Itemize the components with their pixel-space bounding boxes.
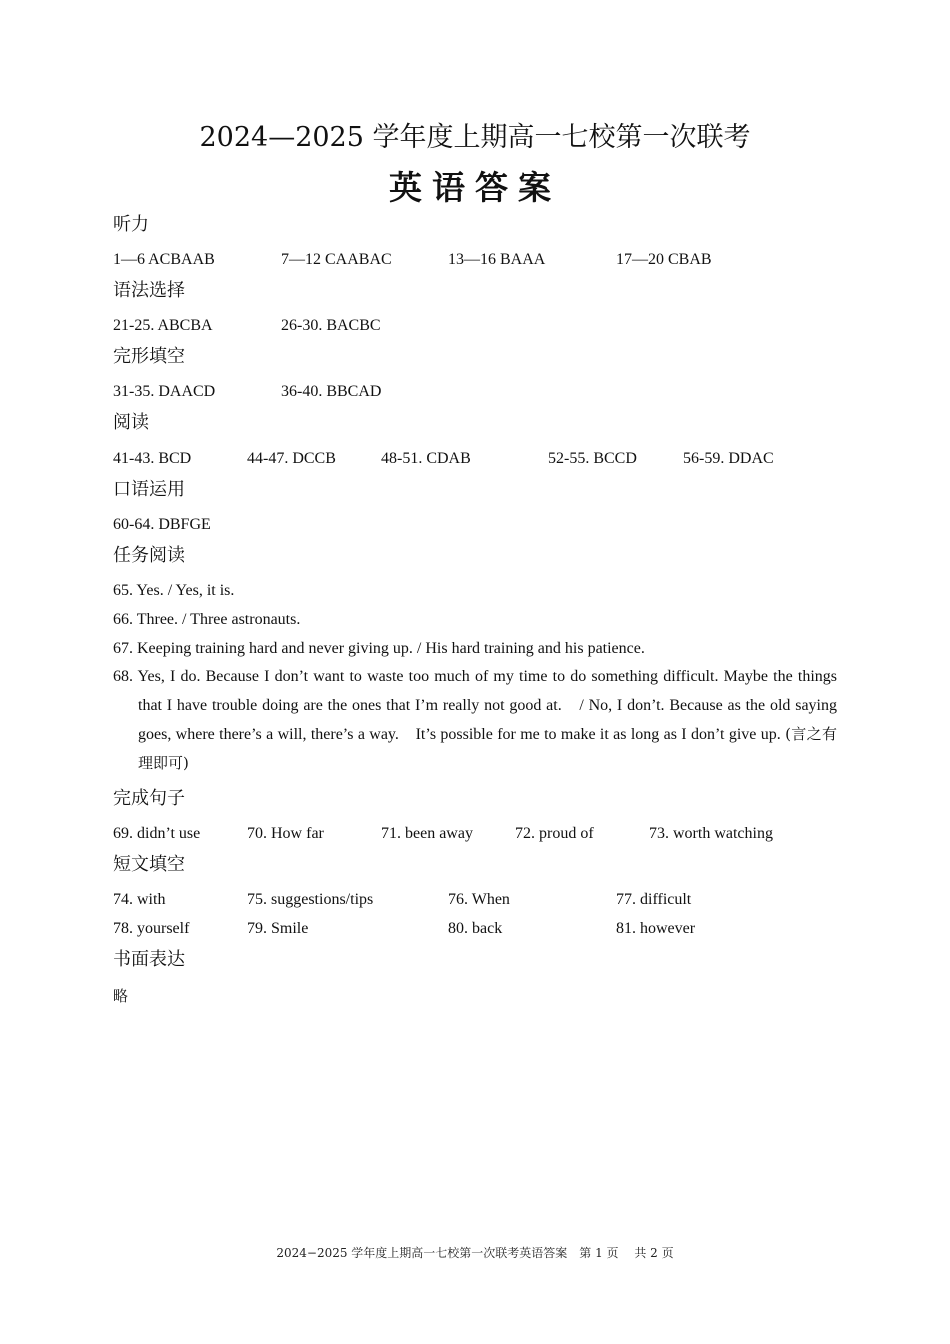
answer-item: 80. back — [448, 920, 503, 937]
answer-item: 7—12 CAABAC — [281, 251, 392, 268]
section-heading-sentences: 完成句子 — [113, 788, 185, 809]
answer-66: 66. Three. / Three astronauts. — [113, 611, 301, 628]
listening-answers — [113, 249, 853, 271]
answer-item: 56-59. DDAC — [683, 450, 774, 467]
reading-answers — [113, 448, 853, 470]
answer-item: 21-25. ABCBA — [113, 317, 213, 334]
answer-item: 76. When — [448, 891, 510, 908]
answer-item: 77. difficult — [616, 891, 692, 908]
answer-item: 72. proud of — [515, 825, 594, 842]
section-heading-cloze: 完形填空 — [113, 346, 185, 367]
answer-item: 69. didn’t use — [113, 825, 201, 842]
answer-item: 74. with — [113, 891, 166, 908]
exam-title: 2024—2025 学年度上期高一七校第一次联考 — [199, 122, 751, 153]
answer-item: 36-40. BBCAD — [281, 383, 382, 400]
writing-content: 略 — [113, 987, 129, 1005]
answer-item: 73. worth watching — [649, 825, 773, 842]
section-heading-listening: 听力 — [113, 214, 149, 235]
answer-item: 71. been away — [381, 825, 473, 842]
answer-item: 52-55. BCCD — [548, 450, 637, 467]
answer-item: 17—20 CBAB — [616, 251, 712, 268]
sentence-answers — [113, 823, 853, 845]
answer-item: 31-35. DAACD — [113, 383, 216, 400]
answer-item: 79. Smile — [247, 920, 309, 937]
section-heading-reading: 阅读 — [113, 412, 149, 433]
answer-68-text: 68. Yes, I do. Because I don’t want to waste too much of my time to do something difficult. Maybe the things that I have trouble doing are the ones that I’m really not good at. / No, I don’t. Because as the old saying goes, where there’s a will, there’s a way. It’s possible for me to make it as long as I don’t give up. — [113, 668, 837, 743]
answer-65: 65. Yes. / Yes, it is. — [113, 582, 235, 599]
answer-subtitle: 英语答案 — [389, 168, 561, 207]
passage-fill-row-2 — [113, 918, 853, 940]
passage-fill-row-1 — [113, 889, 853, 911]
answer-68-note: (言之有理即可) — [138, 725, 838, 772]
oral-answers — [113, 514, 853, 536]
answer-item: 1—6 ACBAAB — [113, 251, 215, 268]
section-heading-task-reading: 任务阅读 — [113, 545, 185, 566]
answer-item: 13—16 BAAA — [448, 251, 546, 268]
answer-item: 60-64. DBFGE — [113, 516, 211, 533]
answer-item: 26-30. BACBC — [281, 317, 381, 334]
cloze-answers — [113, 381, 853, 403]
answer-68 — [113, 662, 837, 778]
answer-item: 44-47. DCCB — [247, 450, 336, 467]
answer-item: 41-43. BCD — [113, 450, 192, 467]
answer-item: 75. suggestions/tips — [247, 891, 374, 908]
section-heading-writing: 书面表达 — [113, 949, 185, 970]
grammar-answers — [113, 315, 853, 337]
page-footer: 2024−2025 学年度上期高一七校第一次联考英语答案 第 1 页 共 2 页 — [276, 1246, 674, 1260]
section-heading-grammar: 语法选择 — [113, 280, 185, 301]
answer-item: 78. yourself — [113, 920, 190, 937]
section-heading-passage-fill: 短文填空 — [113, 854, 185, 875]
answer-67: 67. Keeping training hard and never giving up. / His hard training and his patience. — [113, 640, 645, 657]
answer-item: 81. however — [616, 920, 696, 937]
answer-item: 48-51. CDAB — [381, 450, 471, 467]
answer-item: 70. How far — [247, 825, 324, 842]
section-heading-oral: 口语运用 — [113, 479, 185, 500]
